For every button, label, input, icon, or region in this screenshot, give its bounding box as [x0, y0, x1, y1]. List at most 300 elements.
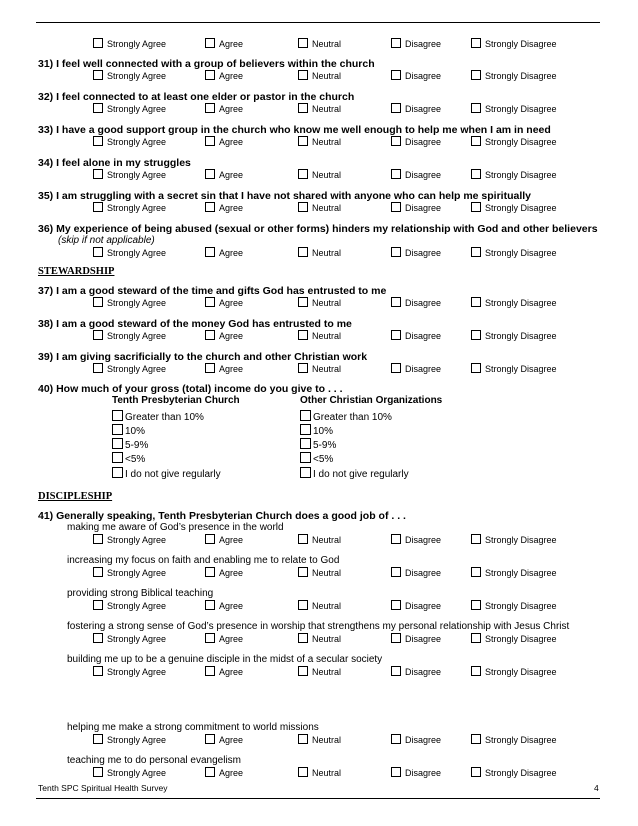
checkbox[interactable]: [471, 666, 481, 676]
option-label: Disagree: [405, 137, 442, 147]
checkbox[interactable]: [205, 734, 215, 744]
option-label: Strongly Disagree: [485, 71, 557, 81]
option-label: Strongly Agree: [107, 535, 167, 545]
checkbox[interactable]: [205, 330, 215, 340]
option-label: Disagree: [405, 104, 442, 114]
q40-tenth-option[interactable]: <5%: [112, 452, 145, 465]
option-label: Disagree: [405, 248, 442, 258]
option-agree[interactable]: [205, 633, 243, 644]
checkbox[interactable]: [391, 103, 401, 113]
rating-scale: [0, 103, 638, 116]
rating-scale: [0, 734, 638, 747]
q40-tenth-option[interactable]: 10%: [112, 424, 145, 437]
option-strongly-agree[interactable]: [93, 247, 166, 258]
rating-scale: [0, 247, 638, 260]
checkbox[interactable]: [205, 38, 215, 48]
option-label: Disagree: [405, 39, 442, 49]
option-strongly-disagree[interactable]: [471, 734, 557, 745]
rating-scale: [0, 38, 638, 51]
checkbox[interactable]: [298, 103, 308, 113]
option-label: Strongly Disagree: [485, 568, 557, 578]
option-label: Agree: [219, 331, 244, 341]
checkbox[interactable]: [298, 734, 308, 744]
rating-scale: [0, 767, 638, 780]
checkbox[interactable]: [93, 70, 103, 80]
checkbox[interactable]: [298, 600, 308, 610]
checkbox[interactable]: [391, 330, 401, 340]
option-strongly-disagree[interactable]: [471, 70, 557, 81]
option-label: Agree: [219, 768, 244, 778]
q41-item: teaching me to do personal evangelism: [67, 755, 241, 766]
option-label: Strongly Disagree: [485, 634, 557, 644]
checkbox[interactable]: [471, 136, 481, 146]
option-label: Strongly Disagree: [485, 203, 557, 213]
checkbox[interactable]: [300, 424, 311, 435]
option-label: Agree: [219, 568, 244, 578]
checkbox[interactable]: [391, 734, 401, 744]
option-neutral[interactable]: [298, 633, 341, 644]
option-label: Strongly Agree: [107, 137, 167, 147]
option-label: Strongly Disagree: [485, 735, 557, 745]
checkbox[interactable]: [205, 666, 215, 676]
checkbox[interactable]: [391, 363, 401, 373]
checkbox[interactable]: [391, 666, 401, 676]
checkbox[interactable]: [298, 38, 308, 48]
option-neutral[interactable]: [298, 247, 341, 258]
option-label: Agree: [219, 735, 244, 745]
option-strongly-agree[interactable]: [93, 330, 166, 341]
option-strongly-agree[interactable]: [93, 297, 166, 308]
q40-other-option[interactable]: 10%: [300, 424, 333, 437]
option-agree[interactable]: [205, 169, 243, 180]
option-label: Agree: [219, 667, 244, 677]
question-36-note: (skip if not applicable): [58, 235, 155, 246]
checkbox[interactable]: [391, 202, 401, 212]
checkbox[interactable]: [93, 38, 103, 48]
checkbox[interactable]: [93, 169, 103, 179]
option-strongly-agree[interactable]: [93, 363, 166, 374]
q41-item: fostering a strong sense of God’s presence in worship that strengthens my personal relationship with Jesus Christ: [67, 621, 570, 632]
option-label: Disagree: [405, 203, 442, 213]
checkbox[interactable]: [300, 410, 311, 421]
checkbox[interactable]: [93, 136, 103, 146]
option-strongly-disagree[interactable]: [471, 297, 557, 308]
option-strongly-agree[interactable]: [93, 70, 166, 81]
checkbox[interactable]: [93, 297, 103, 307]
option-label: Neutral: [312, 170, 342, 180]
option-label: Strongly Agree: [107, 568, 167, 578]
checkbox[interactable]: [205, 136, 215, 146]
option-agree[interactable]: [205, 38, 243, 49]
checkbox[interactable]: [205, 534, 215, 544]
option-label: Strongly Agree: [107, 768, 167, 778]
option-strongly-agree[interactable]: [93, 767, 166, 778]
option-label: Neutral: [312, 298, 342, 308]
option-strongly-agree[interactable]: [93, 534, 166, 545]
option-strongly-disagree[interactable]: [471, 767, 557, 778]
option-strongly-disagree[interactable]: [471, 330, 557, 341]
option-agree[interactable]: [205, 330, 243, 341]
option-label: Strongly Disagree: [485, 768, 557, 778]
option-label: Strongly Agree: [107, 634, 167, 644]
checkbox[interactable]: [93, 534, 103, 544]
question-36: 36) My experience of being abused (sexual or other forms) hinders my relationship with God and other believers: [38, 223, 598, 235]
option-strongly-agree[interactable]: [93, 633, 166, 644]
checkbox[interactable]: [93, 734, 103, 744]
option-disagree[interactable]: [391, 600, 441, 611]
rating-scale: [0, 169, 638, 182]
option-label: Neutral: [312, 768, 342, 778]
option-strongly-disagree[interactable]: [471, 600, 557, 611]
option-disagree[interactable]: [391, 169, 441, 180]
option-label: Agree: [219, 71, 244, 81]
option-label: Strongly Agree: [107, 203, 167, 213]
option-label: Strongly Agree: [107, 364, 167, 374]
checkbox[interactable]: [93, 567, 103, 577]
option-disagree[interactable]: [391, 734, 441, 745]
checkbox[interactable]: [93, 666, 103, 676]
option-agree[interactable]: [205, 666, 243, 677]
option-neutral[interactable]: [298, 136, 341, 147]
option-neutral[interactable]: [298, 767, 341, 778]
question-39: 39) I am giving sacrificially to the church and other Christian work: [38, 351, 368, 363]
option-neutral[interactable]: [298, 666, 341, 677]
rating-scale: [0, 202, 638, 215]
option-strongly-disagree[interactable]: [471, 247, 557, 258]
checkbox[interactable]: [112, 424, 123, 435]
option-label: Disagree: [405, 568, 442, 578]
rating-scale: [0, 633, 638, 646]
option-neutral[interactable]: [298, 567, 341, 578]
checkbox[interactable]: [93, 363, 103, 373]
checkbox[interactable]: [391, 767, 401, 777]
option-agree[interactable]: [205, 202, 243, 213]
option-neutral[interactable]: [298, 169, 341, 180]
option-label: Agree: [219, 104, 244, 114]
option-agree[interactable]: [205, 70, 243, 81]
question-33: 33) I have a good support group in the church who know me well enough to help me when I am in need: [38, 124, 551, 136]
option-label: Disagree: [405, 298, 442, 308]
option-strongly-disagree[interactable]: [471, 363, 557, 374]
checkbox[interactable]: [391, 297, 401, 307]
q40-tenth-option[interactable]: 5-9%: [112, 438, 148, 451]
checkbox[interactable]: [391, 600, 401, 610]
checkbox[interactable]: [471, 38, 481, 48]
option-disagree[interactable]: [391, 633, 441, 644]
checkbox[interactable]: [298, 363, 308, 373]
option-label: Disagree: [405, 170, 442, 180]
rating-scale: [0, 666, 638, 679]
checkbox[interactable]: [391, 169, 401, 179]
checkbox[interactable]: [298, 136, 308, 146]
option-label: Agree: [219, 535, 244, 545]
question-40: 40) How much of your gross (total) income do you give to . . .: [38, 383, 343, 395]
option-disagree[interactable]: [391, 103, 441, 114]
option-label: Strongly Agree: [107, 170, 167, 180]
option-strongly-disagree[interactable]: [471, 633, 557, 644]
checkbox[interactable]: [205, 633, 215, 643]
question-34: 34) I feel alone in my struggles: [38, 157, 191, 169]
option-label: Strongly Agree: [107, 248, 167, 258]
q41-item: building me up to be a genuine disciple in the midst of a secular society: [67, 654, 383, 665]
checkbox[interactable]: [298, 534, 308, 544]
checkbox[interactable]: [93, 330, 103, 340]
option-disagree[interactable]: [391, 202, 441, 213]
checkbox[interactable]: [205, 169, 215, 179]
checkbox[interactable]: [391, 567, 401, 577]
option-neutral[interactable]: [298, 734, 341, 745]
option-strongly-disagree[interactable]: [471, 136, 557, 147]
question-32: 32) I feel connected to at least one elder or pastor in the church: [38, 91, 355, 103]
option-label: Neutral: [312, 248, 342, 258]
option-label: Neutral: [312, 364, 342, 374]
checkbox[interactable]: [205, 600, 215, 610]
option-label: Strongly Agree: [107, 71, 167, 81]
checkbox[interactable]: [93, 103, 103, 113]
option-label: Strongly Agree: [107, 601, 167, 611]
option-agree[interactable]: [205, 103, 243, 114]
option-label: Disagree: [405, 71, 442, 81]
q40-tenth-option[interactable]: Greater than 10%: [112, 410, 204, 423]
question-35: 35) I am struggling with a secret sin that I have not shared with anyone who can help me spiritually: [38, 190, 532, 202]
option-label: Disagree: [405, 735, 442, 745]
footer-page-number: 4: [594, 783, 599, 793]
option-neutral[interactable]: [298, 38, 341, 49]
option-neutral[interactable]: [298, 330, 341, 341]
checkbox[interactable]: [471, 567, 481, 577]
option-label: Neutral: [312, 39, 342, 49]
option-label: Strongly Disagree: [485, 601, 557, 611]
option-disagree[interactable]: [391, 247, 441, 258]
option-strongly-agree[interactable]: [93, 734, 166, 745]
section-heading-discipleship: DISCIPLESHIP: [38, 491, 113, 502]
option-label: Agree: [219, 248, 244, 258]
option-neutral[interactable]: [298, 600, 341, 611]
option-agree[interactable]: [205, 363, 243, 374]
checkbox[interactable]: [471, 633, 481, 643]
q41-item: helping me make a strong commitment to world missions: [67, 722, 319, 733]
option-label: Strongly Agree: [107, 667, 167, 677]
option-strongly-agree[interactable]: [93, 169, 166, 180]
option-label: Strongly Disagree: [485, 248, 557, 258]
q40-heading-other: Other Christian Organizations: [300, 395, 443, 406]
checkbox[interactable]: [93, 247, 103, 257]
checkbox[interactable]: [471, 600, 481, 610]
option-agree[interactable]: [205, 734, 243, 745]
checkbox[interactable]: [298, 567, 308, 577]
option-strongly-disagree[interactable]: [471, 202, 557, 213]
q40-other-option[interactable]: I do not give regularly: [300, 467, 409, 480]
checkbox[interactable]: [205, 297, 215, 307]
option-agree[interactable]: [205, 247, 243, 258]
checkbox[interactable]: [205, 567, 215, 577]
option-agree[interactable]: [205, 567, 243, 578]
option-label: Strongly Disagree: [485, 137, 557, 147]
rating-scale: [0, 330, 638, 343]
option-agree[interactable]: [205, 767, 243, 778]
checkbox[interactable]: [471, 734, 481, 744]
rating-scale: [0, 363, 638, 376]
checkbox[interactable]: [300, 467, 311, 478]
checkbox[interactable]: [471, 767, 481, 777]
option-label: Neutral: [312, 203, 342, 213]
footer-title: Tenth SPC Spiritual Health Survey: [38, 783, 168, 793]
option-strongly-agree[interactable]: [93, 666, 166, 677]
option-label: Strongly Agree: [107, 735, 167, 745]
option-neutral[interactable]: [298, 103, 341, 114]
option-label: Strongly Disagree: [485, 170, 557, 180]
checkbox[interactable]: [298, 169, 308, 179]
option-agree[interactable]: [205, 297, 243, 308]
checkbox[interactable]: [93, 202, 103, 212]
option-agree[interactable]: [205, 534, 243, 545]
checkbox[interactable]: [391, 247, 401, 257]
option-agree[interactable]: [205, 136, 243, 147]
checkbox[interactable]: [471, 103, 481, 113]
checkbox[interactable]: [112, 467, 123, 478]
checkbox[interactable]: [300, 452, 311, 463]
checkbox[interactable]: [205, 103, 215, 113]
option-strongly-agree[interactable]: [93, 103, 166, 114]
checkbox[interactable]: [391, 38, 401, 48]
option-strongly-agree[interactable]: [93, 600, 166, 611]
checkbox[interactable]: [391, 136, 401, 146]
option-label: Strongly Agree: [107, 39, 167, 49]
option-disagree[interactable]: [391, 363, 441, 374]
option-strongly-agree[interactable]: [93, 202, 166, 213]
option-label: Strongly Agree: [107, 104, 167, 114]
checkbox[interactable]: [298, 330, 308, 340]
q40-other-option[interactable]: 5-9%: [300, 438, 336, 451]
checkbox[interactable]: [93, 600, 103, 610]
option-label: Strongly Disagree: [485, 331, 557, 341]
checkbox[interactable]: [205, 363, 215, 373]
option-label: Disagree: [405, 667, 442, 677]
checkbox[interactable]: [205, 767, 215, 777]
checkbox[interactable]: [471, 70, 481, 80]
checkbox[interactable]: [391, 534, 401, 544]
checkbox[interactable]: [205, 247, 215, 257]
option-label: Strongly Disagree: [485, 104, 557, 114]
option-neutral[interactable]: [298, 363, 341, 374]
checkbox[interactable]: [298, 666, 308, 676]
option-disagree[interactable]: [391, 567, 441, 578]
checkbox[interactable]: [112, 438, 123, 449]
option-label: Neutral: [312, 568, 342, 578]
option-label: Neutral: [312, 535, 342, 545]
checkbox[interactable]: [471, 169, 481, 179]
checkbox[interactable]: [471, 330, 481, 340]
checkbox[interactable]: [300, 438, 311, 449]
question-38: 38) I am a good steward of the money God has entrusted to me: [38, 318, 352, 330]
option-label: Strongly Agree: [107, 331, 167, 341]
option-label: Disagree: [405, 331, 442, 341]
q40-tenth-option[interactable]: I do not give regularly: [112, 467, 221, 480]
option-label: Neutral: [312, 634, 342, 644]
checkbox[interactable]: [205, 202, 215, 212]
option-strongly-agree[interactable]: [93, 38, 166, 49]
rating-scale: [0, 297, 638, 310]
option-label: Neutral: [312, 104, 342, 114]
option-label: Agree: [219, 203, 244, 213]
checkbox[interactable]: [205, 70, 215, 80]
option-label: Neutral: [312, 137, 342, 147]
option-label: Agree: [219, 634, 244, 644]
option-disagree[interactable]: [391, 38, 441, 49]
checkbox[interactable]: [298, 70, 308, 80]
checkbox[interactable]: [298, 297, 308, 307]
option-neutral[interactable]: [298, 70, 341, 81]
option-strongly-agree[interactable]: [93, 136, 166, 147]
option-label: Strongly Disagree: [485, 364, 557, 374]
checkbox[interactable]: [298, 633, 308, 643]
checkbox[interactable]: [471, 297, 481, 307]
option-label: Strongly Disagree: [485, 39, 557, 49]
checkbox[interactable]: [93, 767, 103, 777]
checkbox[interactable]: [93, 633, 103, 643]
option-disagree[interactable]: [391, 767, 441, 778]
option-label: Neutral: [312, 71, 342, 81]
rating-scale: [0, 70, 638, 83]
section-heading-stewardship: STEWARDSHIP: [38, 266, 115, 277]
option-disagree[interactable]: [391, 534, 441, 545]
option-strongly-disagree[interactable]: [471, 103, 557, 114]
rating-scale: [0, 600, 638, 613]
checkbox[interactable]: [391, 70, 401, 80]
q41-item: making me aware of God’s presence in the world: [67, 522, 284, 533]
option-label: Disagree: [405, 601, 442, 611]
option-strongly-disagree[interactable]: [471, 666, 557, 677]
option-disagree[interactable]: [391, 330, 441, 341]
option-strongly-disagree[interactable]: [471, 38, 557, 49]
option-label: Neutral: [312, 735, 342, 745]
checkbox[interactable]: [391, 633, 401, 643]
q40-other-option[interactable]: Greater than 10%: [300, 410, 392, 423]
option-label: Neutral: [312, 331, 342, 341]
option-label: Disagree: [405, 364, 442, 374]
option-neutral[interactable]: [298, 202, 341, 213]
checkbox[interactable]: [112, 410, 123, 421]
checkbox[interactable]: [471, 202, 481, 212]
q41-item: increasing my focus on faith and enabling me to relate to God: [67, 555, 340, 566]
option-label: Agree: [219, 170, 244, 180]
option-agree[interactable]: [205, 600, 243, 611]
option-disagree[interactable]: [391, 297, 441, 308]
option-disagree[interactable]: [391, 666, 441, 677]
option-strongly-disagree[interactable]: [471, 567, 557, 578]
option-label: Strongly Agree: [107, 298, 167, 308]
option-disagree[interactable]: [391, 136, 441, 147]
checkbox[interactable]: [471, 534, 481, 544]
option-label: Neutral: [312, 601, 342, 611]
q40-other-option[interactable]: <5%: [300, 452, 333, 465]
checkbox[interactable]: [298, 247, 308, 257]
option-label: Strongly Disagree: [485, 535, 557, 545]
checkbox[interactable]: [298, 202, 308, 212]
option-neutral[interactable]: [298, 534, 341, 545]
option-neutral[interactable]: [298, 297, 341, 308]
checkbox[interactable]: [471, 363, 481, 373]
checkbox[interactable]: [112, 452, 123, 463]
checkbox[interactable]: [471, 247, 481, 257]
checkbox[interactable]: [298, 767, 308, 777]
option-disagree[interactable]: [391, 70, 441, 81]
option-label: Agree: [219, 364, 244, 374]
option-strongly-disagree[interactable]: [471, 169, 557, 180]
option-label: Agree: [219, 601, 244, 611]
option-strongly-disagree[interactable]: [471, 534, 557, 545]
option-strongly-agree[interactable]: [93, 567, 166, 578]
